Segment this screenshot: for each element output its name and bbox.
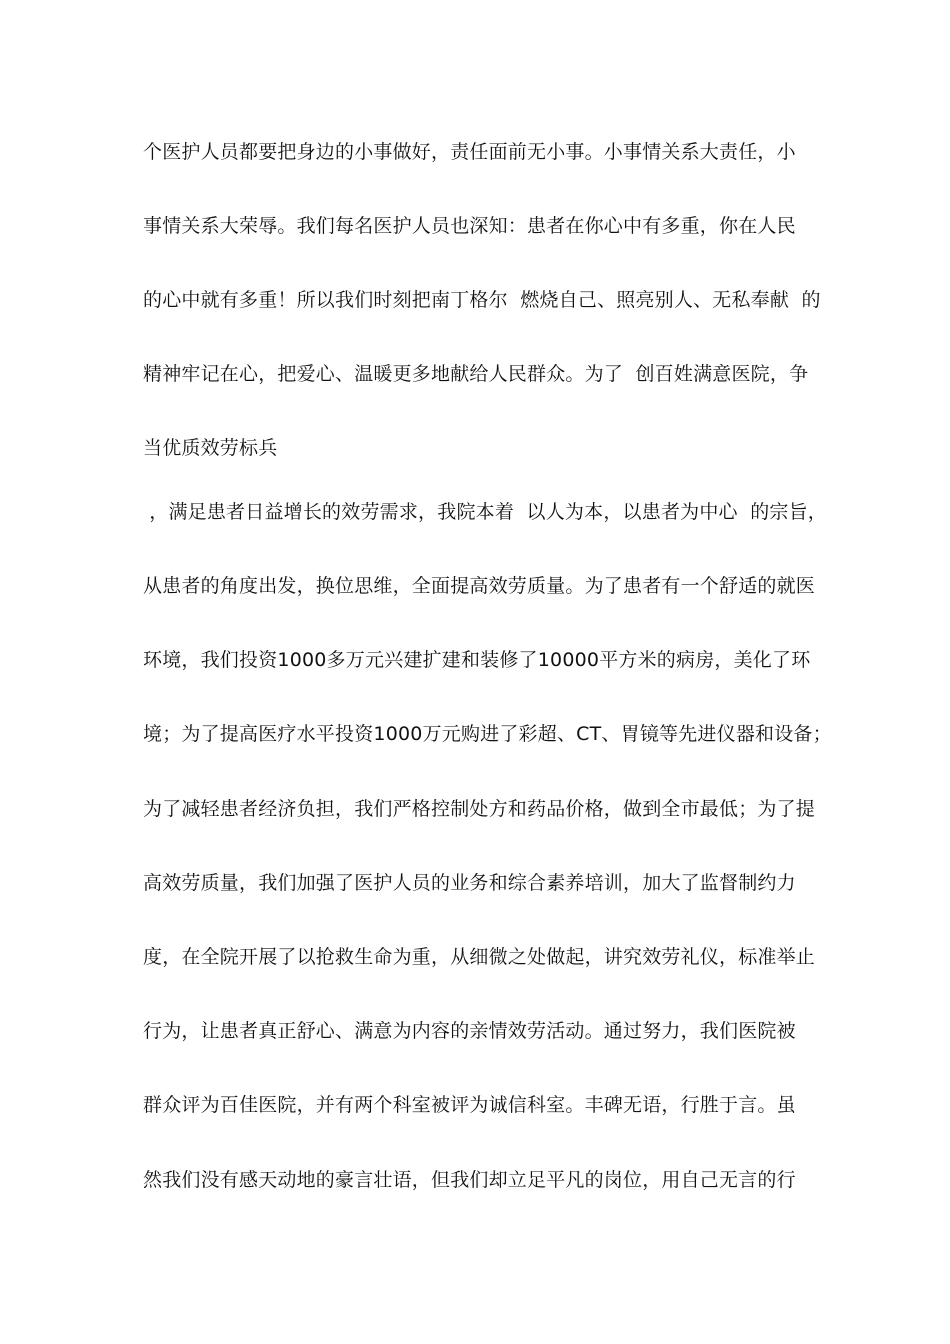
paragraph-line: 的心中就有多重！所以我们时刻把南丁格尔 燃烧自己、照亮别人、无私奉献 的 bbox=[143, 289, 821, 311]
paragraph-line: 高效劳质量，我们加强了医护人员的业务和综合素养培训，加大了监督制约力 bbox=[143, 872, 796, 894]
paragraph-line: 度，在全院开展了以抢救生命为重，从细微之处做起，讲究效劳礼仪，标准举止 bbox=[143, 946, 816, 968]
paragraph-line: 个医护人员都要把身边的小事做好，责任面前无小事。小事情关系大责任，小 bbox=[143, 141, 796, 163]
paragraph-line: 境；为了提高医疗水平投资1000万元购进了彩超、CT、胃镜等先进仪器和设备； bbox=[143, 723, 832, 745]
paragraph-line: 为了减轻患者经济负担，我们严格控制处方和药品价格，做到全市最低；为了提 bbox=[143, 798, 816, 820]
paragraph-line: 精神牢记在心，把爱心、温暖更多地献给人民群众。为了 创百姓满意医院，争 bbox=[143, 363, 809, 385]
paragraph-line: 当优质效劳标兵 bbox=[143, 437, 278, 459]
paragraph-line: 环境，我们投资1000多万元兴建扩建和装修了10000平方米的病房，美化了环 bbox=[143, 649, 811, 671]
paragraph-line: 行为，让患者真正舒心、满意为内容的亲情效劳活动。通过努力，我们医院被 bbox=[143, 1020, 796, 1042]
paragraph-line: 然我们没有感天动地的豪言壮语，但我们却立足平凡的岗位，用自己无言的行 bbox=[143, 1169, 796, 1191]
paragraph-line: ，满足患者日益增长的效劳需求，我院本着 以人为本，以患者为中心 的宗旨， bbox=[143, 501, 827, 523]
paragraph-line: 群众评为百佳医院，并有两个科室被评为诚信科室。丰碑无语，行胜于言。虽 bbox=[143, 1094, 796, 1116]
paragraph-line: 事情关系大荣辱。我们每名医护人员也深知：患者在你心中有多重，你在人民 bbox=[143, 215, 796, 237]
paragraph-line: 从患者的角度出发，换位思维，全面提高效劳质量。为了患者有一个舒适的就医 bbox=[143, 575, 816, 597]
